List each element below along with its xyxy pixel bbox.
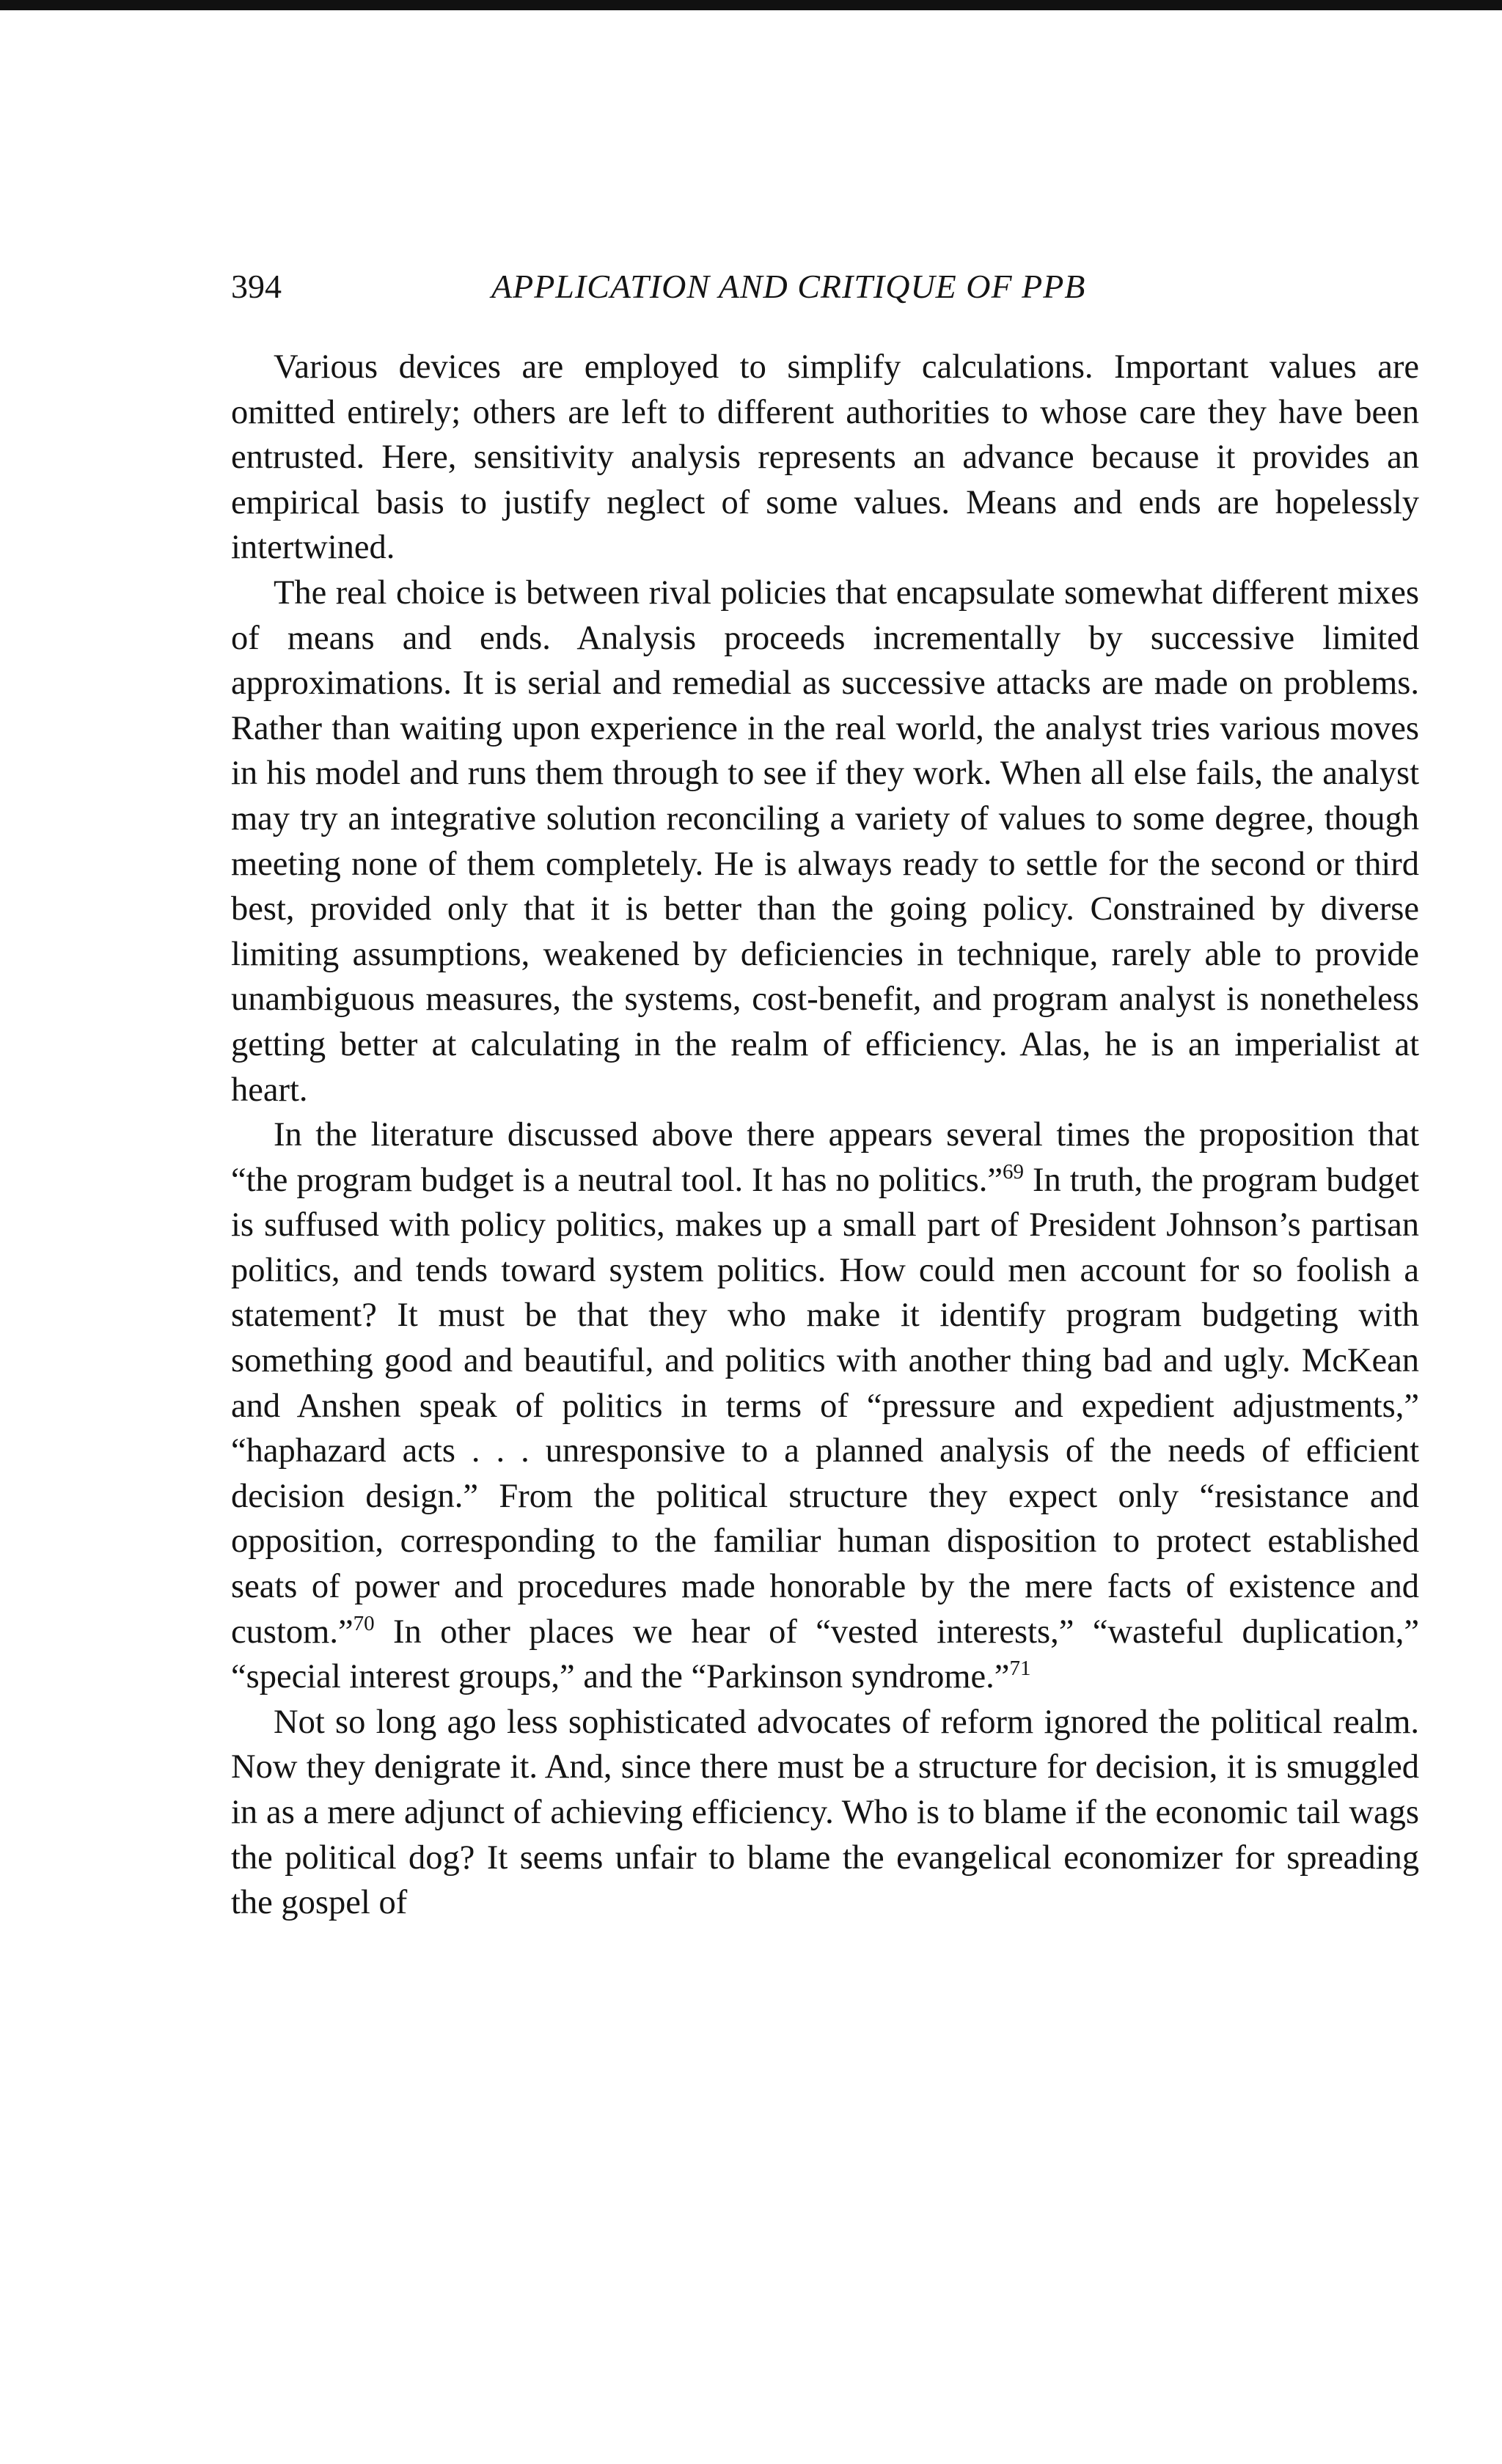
paragraph-text: Not so long ago less sophisticated advocates of reform ignored the political realm. Now they denigrate it. And, since there must be a structure for decision, it is smuggled in as a mere adjunct of achieving efficiency. Who is to blame if the economic tail wags the political dog? It seems unfair to blame the evangelical economizer for spreading the gospel of bbox=[231, 1703, 1419, 1922]
paragraph-text: In other places we hear of “vested interests,” “wasteful duplication,” “special interest groups,” and the “Parkinson syndrome.” bbox=[231, 1613, 1419, 1696]
paragraph bbox=[231, 1700, 1419, 1926]
paragraph bbox=[231, 345, 1419, 571]
paragraph-text: The real choice is between rival policies that encapsulate somewhat different mixes of means and ends. Analysis proceeds incrementally by successive limited approximations. It is serial and remedial as successive attacks are made on problems. Rather than waiting upon experience in the real world, the analyst tries various moves in his model and runs them through to see if they work. When all else fails, the analyst may try an integrative solution reconciling a variety of values to some degree, though meeting none of them completely. He is always ready to settle for the second or third best, provided only that it is better than the going policy. Constrained by diverse limiting assumptions, weakened by deficiencies in technique, rarely able to provide unambiguous measures, the systems, cost-benefit, and program analyst is nonetheless getting better at calculating in the realm of efficiency. Alas, he is an imperialist at heart. bbox=[231, 573, 1419, 1109]
paragraph-text: In the literature discussed above there appears several times the proposition that “the program budget is a neutral tool. It has no politics.” bbox=[231, 1116, 1419, 1199]
page-header bbox=[231, 261, 1419, 312]
running-head: APPLICATION AND CRITIQUE OF PPB bbox=[491, 268, 1086, 305]
footnote-reference: 69 bbox=[1003, 1159, 1025, 1184]
footnote-reference: 71 bbox=[1009, 1657, 1031, 1681]
paragraph bbox=[231, 571, 1419, 1112]
paragraph-text: In truth, the program budget is suffused with policy politics, makes up a small part of President Johnson’s partisan politics, and tends toward system politics. How could men account for so foolish a statement? It must be that they who make it identify program budgeting with something good and beautiful, and politics with another thing bad and ugly. McKean and Anshen speak of politics in terms of “pressure and expedient adjustments,” “haphazard acts . . . unresponsive to a planned analysis of the needs of efficient decision design.” From the political structure they expect only “resistance and opposition, corresponding to the familiar human disposition to protect established seats of power and procedures made honorable by the mere facts of existence and custom.” bbox=[231, 1161, 1419, 1651]
page-number: 394 bbox=[231, 268, 282, 305]
paragraph bbox=[231, 1112, 1419, 1700]
body-text bbox=[231, 345, 1419, 1926]
footnote-reference: 70 bbox=[353, 1611, 375, 1635]
paragraph-text: Various devices are employed to simplify calculations. Important values are omitted entirely; others are left to different authorities to whose care they have been entrusted. Here, sensitivity analysis represents an advance because it provides an empirical basis to justify neglect of some values. Means and ends are hopelessly intertwined. bbox=[231, 348, 1419, 567]
page-top-edge bbox=[0, 0, 1502, 10]
